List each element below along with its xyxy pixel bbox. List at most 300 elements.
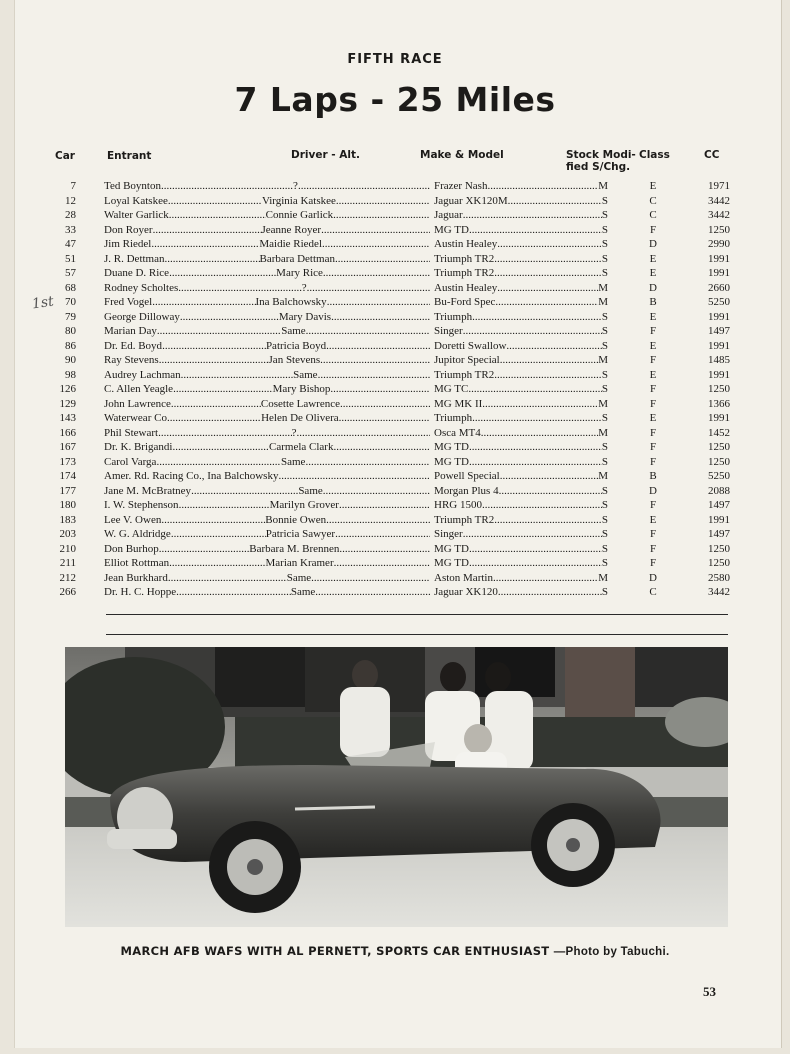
leader-dots [340, 397, 430, 411]
entry-car-number: 167 [59, 441, 76, 453]
entry-driver: Mary Davis [278, 310, 332, 323]
entry-entrant-driver [104, 339, 430, 353]
entry-driver: Virginia Katskee [261, 194, 336, 207]
entry-car-number: 183 [59, 513, 76, 526]
entry-stock-modified: S [601, 499, 608, 511]
entry-cc: 1250 [708, 557, 730, 569]
leader-dots [326, 513, 430, 527]
leader-dots [469, 440, 602, 454]
entry-cc: 1485 [708, 354, 730, 366]
entry-cc: 3442 [708, 586, 730, 598]
entry-entrant: Rodney Scholtes [104, 281, 179, 294]
entry-entrant-driver [104, 498, 430, 512]
entry-entrant: W. G. Aldridge [104, 528, 171, 540]
handwritten-note: 1st [30, 293, 55, 313]
leader-dots [168, 571, 287, 585]
leader-dots [320, 353, 430, 367]
entry-cc: 1991 [708, 339, 730, 352]
entry-class: C [649, 194, 657, 207]
entry-driver: Marian Kramer [265, 557, 334, 569]
entry-car-number: 174 [59, 470, 76, 482]
entry-stock-modified: M [598, 426, 608, 439]
leader-dots [161, 179, 293, 193]
entry-row [0, 542, 790, 557]
entry-stock-modified: M [598, 281, 608, 294]
entry-cc: 1250 [708, 455, 730, 468]
leader-dots [498, 295, 598, 309]
race-label: FIFTH RACE [347, 52, 443, 67]
entry-make: Triumph TR2 [434, 252, 495, 265]
entry-driver: Same [286, 571, 312, 584]
entry-car-number: 266 [59, 586, 76, 598]
entry-car-number: 86 [65, 339, 76, 352]
entry-cc: 1991 [708, 310, 730, 323]
col-header-class: Class [639, 149, 670, 161]
entry-row [0, 281, 790, 296]
entry-car-number: 28 [65, 209, 76, 221]
entry-make: Jaguar [434, 209, 463, 221]
leader-dots [472, 310, 602, 324]
entry-class: F [649, 499, 657, 511]
entry-make: Jaguar XK120M [434, 194, 508, 207]
entry-class: F [649, 325, 657, 337]
entry-class: F [649, 441, 657, 453]
entry-driver: Jeanne Royer [261, 223, 322, 236]
entry-car-number: 203 [59, 528, 76, 540]
entry-row [0, 397, 790, 412]
leader-dots [173, 382, 273, 396]
entry-class: E [649, 252, 657, 265]
entry-stock-modified: S [601, 542, 608, 555]
entry-make-model [434, 223, 608, 237]
entry-make-model [434, 339, 608, 353]
entry-stock-modified: S [601, 484, 608, 497]
entry-make-model [434, 469, 608, 483]
entry-cc: 1991 [708, 368, 730, 381]
entry-car-number: 57 [65, 267, 76, 279]
entry-cc: 2580 [708, 571, 730, 584]
entry-cc: 1991 [708, 412, 730, 424]
leader-dots [171, 527, 266, 541]
entry-driver: Patricia Boyd [265, 339, 327, 352]
leader-dots [179, 498, 270, 512]
entry-entrant-driver [104, 179, 430, 193]
entry-entrant: Audrey Lachman [104, 368, 181, 381]
entry-row [0, 440, 790, 455]
entry-make: Triumph TR2 [434, 368, 495, 381]
entry-cc: 2088 [708, 484, 730, 497]
entry-cc: 1991 [708, 252, 730, 265]
entry-make: Powell Special [434, 470, 500, 482]
entry-entrant: Ray Stevens [104, 354, 159, 366]
entry-entrant-driver [104, 266, 430, 280]
entry-cc: 1250 [708, 223, 730, 236]
entry-make-model [434, 194, 608, 208]
leader-dots [499, 484, 602, 498]
entry-make: HRG 1500 [434, 499, 482, 511]
leader-dots [172, 440, 269, 454]
entry-cc: 2660 [708, 281, 730, 294]
entry-car-number: 33 [65, 223, 76, 236]
leader-dots [159, 353, 269, 367]
entry-entrant-driver [104, 585, 430, 599]
leader-dots [169, 266, 276, 280]
entry-car-number: 12 [65, 194, 76, 207]
entry-make: Triumph [434, 412, 473, 424]
entry-cc: 1497 [708, 325, 730, 337]
leader-dots [326, 339, 430, 353]
entry-make-model [434, 353, 608, 367]
entry-stock-modified: S [601, 238, 608, 250]
entry-driver: Barbara M. Brennen [249, 542, 340, 555]
entry-make: Triumph TR2 [434, 513, 495, 526]
entry-car-number: 210 [59, 542, 76, 555]
entry-entrant-driver [104, 513, 430, 527]
entry-row [0, 556, 790, 571]
entry-car-number: 180 [59, 499, 76, 511]
entry-class: F [649, 528, 657, 540]
leader-dots [156, 455, 281, 469]
entry-driver: Cosette Lawrence [260, 397, 340, 410]
leader-dots [307, 281, 430, 295]
entry-class: E [649, 513, 657, 526]
entry-make-model [434, 411, 608, 425]
entry-make: Frazer Nash [434, 180, 488, 192]
leader-dots [331, 310, 430, 324]
leader-dots [487, 179, 598, 193]
entry-make-model [434, 281, 608, 295]
leader-dots [159, 542, 250, 556]
entry-row [0, 382, 790, 397]
entry-make-model [434, 266, 608, 280]
leader-dots [498, 585, 602, 599]
leader-dots [494, 252, 602, 266]
leader-dots [482, 397, 598, 411]
entry-stock-modified: S [601, 455, 608, 468]
leader-dots [311, 571, 430, 585]
entry-row [0, 252, 790, 267]
entry-entrant-driver [104, 353, 430, 367]
leader-dots [161, 513, 265, 527]
entry-class: F [649, 397, 657, 410]
entry-stock-modified: S [601, 412, 608, 424]
entry-make: Doretti Swallow [434, 339, 507, 352]
entry-driver: ? [291, 426, 297, 439]
entry-make: Singer [434, 325, 463, 337]
entry-entrant-driver [104, 397, 430, 411]
entry-driver: Jan Stevens [268, 354, 321, 366]
entry-row [0, 295, 790, 310]
entry-stock-modified: M [598, 571, 608, 584]
entry-cc: 1971 [708, 180, 730, 192]
entry-row [0, 368, 790, 383]
entry-car-number: 80 [65, 325, 76, 337]
entry-driver: Barbara Dettman [259, 252, 335, 265]
leader-dots [323, 266, 430, 280]
entry-stock-modified: S [601, 252, 608, 265]
photo-illustration [65, 647, 728, 927]
entry-stock-modified: S [601, 325, 608, 337]
leader-dots [151, 237, 259, 251]
entry-row [0, 513, 790, 528]
leader-dots [463, 527, 602, 541]
entry-driver: ? [293, 180, 298, 192]
entry-cc: 1366 [708, 397, 730, 410]
entry-class: F [649, 223, 657, 236]
photo-caption [0, 944, 790, 958]
leader-dots [330, 382, 430, 396]
entry-make-model [434, 498, 608, 512]
leader-dots [497, 237, 602, 251]
entry-row [0, 527, 790, 542]
entry-make: Singer [434, 528, 463, 540]
entry-driver: Carmela Clark [269, 441, 334, 453]
leader-dots [191, 484, 298, 498]
entry-class: D [649, 484, 657, 497]
leader-dots [181, 368, 293, 382]
entry-driver: Connie Garlick [265, 209, 334, 221]
entry-make-model [434, 527, 608, 541]
entry-cc: 1250 [708, 383, 730, 395]
entry-entrant: Fred Vogel [104, 296, 153, 308]
entry-driver: Mary Rice [276, 267, 323, 279]
entry-class: F [649, 455, 657, 468]
leader-dots [469, 223, 602, 237]
entry-make-model [434, 252, 608, 266]
entry-driver: Same [281, 325, 306, 337]
entry-entrant: Amer. Rd. Racing Co., Ina Balchowsky [104, 470, 279, 482]
entry-driver: Same [281, 455, 306, 468]
entry-car-number: 143 [59, 412, 76, 424]
entry-entrant-driver [104, 310, 430, 324]
entry-cc: 1250 [708, 441, 730, 453]
leader-dots [500, 469, 599, 483]
photo-car-and-people [65, 647, 728, 927]
entry-stock-modified: M [598, 180, 608, 192]
divider [106, 614, 728, 615]
leader-dots [297, 426, 431, 440]
entry-driver: Patricia Sawyer [265, 528, 336, 540]
leader-dots [180, 310, 279, 324]
leader-dots [153, 223, 262, 237]
entry-stock-modified: S [601, 310, 608, 323]
entry-row [0, 455, 790, 470]
leader-dots [162, 339, 266, 353]
col-header-driver: Driver - Alt. [291, 149, 361, 161]
leader-dots [305, 455, 430, 469]
entry-make-model [434, 295, 608, 309]
entry-driver: Same [290, 586, 316, 598]
leader-dots [323, 484, 430, 498]
entry-make: Aston Martin [434, 571, 493, 584]
entry-entrant: Jane M. McBratney [104, 484, 192, 497]
entry-class: E [649, 310, 657, 323]
leader-dots [315, 585, 430, 599]
entry-driver: Marilyn Grover [269, 499, 339, 511]
entry-row [0, 411, 790, 426]
entry-row [0, 353, 790, 368]
entry-stock-modified: M [598, 470, 608, 482]
entry-make-model [434, 179, 608, 193]
entry-driver: Bonnie Owen [265, 513, 327, 526]
entry-make: Austin Healey [434, 238, 498, 250]
entry-entrant: Dr. K. Brigandi [104, 441, 173, 453]
entry-class: F [649, 426, 657, 439]
entry-entrant: Elliot Rottman [104, 557, 170, 569]
leader-dots [158, 426, 292, 440]
entry-make-model [434, 397, 608, 411]
leader-dots [494, 368, 602, 382]
leader-dots [171, 397, 261, 411]
leader-dots [336, 194, 430, 208]
entry-car-number: 211 [59, 557, 76, 569]
leader-dots [318, 368, 430, 382]
entry-entrant: Marian Day [104, 325, 157, 337]
entry-car-number: 47 [65, 238, 76, 250]
entry-make: MG TD [434, 441, 469, 453]
leader-dots [463, 324, 602, 338]
leader-dots [327, 295, 430, 309]
entry-stock-modified: S [601, 339, 608, 352]
entry-car-number: 98 [65, 368, 76, 381]
entry-driver: Ina Balchowsky [255, 296, 327, 308]
entry-cc: 1250 [708, 542, 730, 555]
leader-dots [481, 426, 598, 440]
entry-cc: 1497 [708, 528, 730, 540]
leader-dots [468, 382, 602, 396]
entry-entrant: C. Allen Yeagle [104, 383, 174, 395]
entry-class: F [649, 557, 657, 569]
entry-cc: 5250 [708, 296, 730, 308]
entry-make-model [434, 237, 608, 251]
leader-dots [494, 513, 602, 527]
entry-entrant-driver [104, 223, 430, 237]
entry-entrant-driver [104, 527, 430, 541]
leader-dots [152, 295, 255, 309]
entry-entrant-driver [104, 237, 430, 251]
leader-dots [169, 556, 265, 570]
entry-entrant: Dr. Ed. Boyd [104, 339, 163, 352]
entry-entrant-driver [104, 426, 430, 440]
entry-make-model [434, 542, 608, 556]
entry-driver: Mary Bishop [272, 383, 331, 395]
entry-entrant-driver [104, 542, 430, 556]
entry-row [0, 223, 790, 238]
entry-entrant-driver [104, 194, 430, 208]
entry-make: Triumph [434, 310, 473, 323]
entry-car-number: 177 [59, 484, 76, 497]
entry-stock-modified: S [601, 194, 608, 207]
leader-dots [334, 556, 430, 570]
entry-stock-modified: S [601, 383, 608, 395]
entry-class: D [649, 281, 657, 294]
leader-dots [333, 440, 430, 454]
entry-make-model [434, 585, 608, 599]
entry-driver: ? [301, 281, 307, 294]
entry-make-model [434, 571, 608, 585]
entry-entrant-driver [104, 281, 430, 295]
leader-dots [339, 542, 430, 556]
entry-stock-modified: S [601, 223, 608, 236]
leader-dots [482, 498, 602, 512]
col-header-entrant: Entrant [107, 150, 152, 162]
entry-make-model [434, 455, 608, 469]
entry-car-number: 129 [59, 397, 76, 410]
entry-entrant: J. R. Dettman [104, 252, 165, 265]
entry-make: Austin Healey [434, 281, 498, 294]
leader-dots [469, 556, 602, 570]
leader-dots [493, 571, 598, 585]
leader-dots [278, 469, 430, 483]
entry-cc: 3442 [708, 194, 730, 207]
entry-entrant-driver [104, 368, 430, 382]
entry-row [0, 310, 790, 325]
leader-dots [169, 208, 266, 222]
leader-dots [322, 237, 430, 251]
entry-stock-modified: S [601, 586, 608, 598]
entry-stock-modified: M [598, 354, 608, 366]
entry-entrant: Lee V. Owen [104, 513, 162, 526]
entry-entrant-driver [104, 411, 430, 425]
entry-row [0, 339, 790, 354]
entry-entrant: Duane D. Rice [104, 267, 170, 279]
entry-stock-modified: S [601, 267, 608, 279]
entry-driver: Same [293, 368, 318, 381]
entry-class: B [649, 296, 657, 308]
entry-entrant-driver [104, 382, 430, 396]
entry-row [0, 208, 790, 223]
entry-make: MG TD [434, 542, 469, 555]
entry-entrant: Don Burhop [104, 542, 159, 555]
entry-make: Jaguar XK120 [434, 586, 498, 598]
leader-dots [463, 208, 602, 222]
page-number: 53 [703, 984, 716, 999]
entry-row [0, 469, 790, 484]
entry-cc: 1497 [708, 499, 730, 511]
leader-dots [176, 585, 291, 599]
leader-dots [472, 411, 602, 425]
entry-make-model [434, 324, 608, 338]
entry-car-number: 90 [65, 354, 76, 366]
entry-class: C [649, 209, 657, 221]
entry-entrant-driver [104, 556, 430, 570]
leader-dots [335, 252, 430, 266]
entry-entrant: Dr. H. C. Hoppe [104, 586, 177, 598]
entry-stock-modified: M [598, 296, 608, 308]
entry-cc: 2990 [708, 238, 730, 250]
entry-make: Osca MT4 [434, 426, 481, 439]
entry-entrant-driver [104, 440, 430, 454]
entry-entrant: I. W. Stephenson [104, 499, 179, 511]
entry-class: E [649, 412, 657, 424]
entry-entrant-driver [104, 208, 430, 222]
entry-row [0, 426, 790, 441]
entry-entrant-driver [104, 571, 430, 585]
col-header-cc: CC [704, 149, 720, 161]
entry-row [0, 179, 790, 194]
entry-driver: Helen De Olivera [261, 412, 339, 424]
leader-dots [497, 281, 598, 295]
entry-stock-modified: M [598, 397, 608, 410]
entry-stock-modified: S [601, 557, 608, 569]
entry-stock-modified: S [601, 513, 608, 526]
entry-make-model [434, 208, 608, 222]
entry-driver: Same [298, 484, 323, 497]
col-header-make: Make & Model [420, 149, 504, 161]
entry-car-number: 173 [59, 455, 76, 468]
entry-entrant: Loyal Katskee [104, 194, 168, 207]
entry-make: Bu-Ford Spec. [434, 296, 499, 308]
